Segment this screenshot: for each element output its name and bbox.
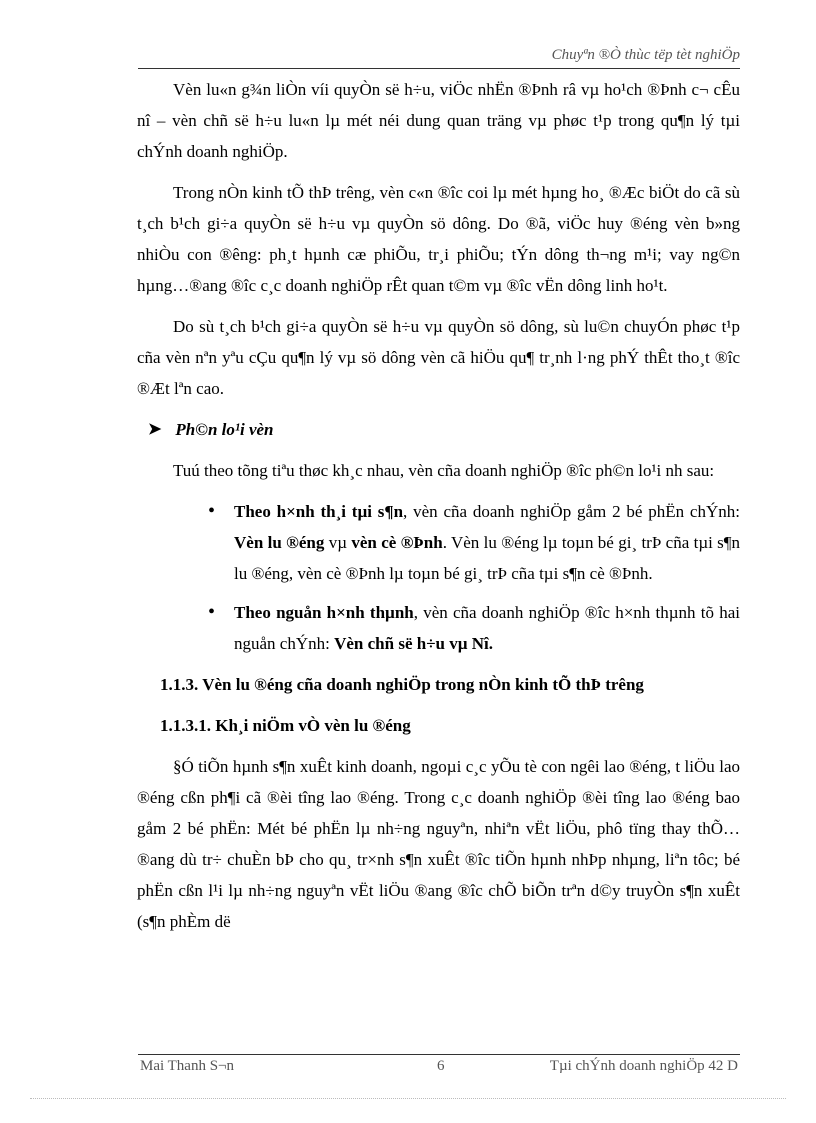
paragraph-market-economy: Trong nÒn kinh tÕ thÞ trêng, vèn c«n ®îc coi lµ mét hµng ho¸ ®Æc biÖt do cã sù t¸ch b¹ch gi÷a quyÒn së h÷u vµ quyÒn sö dông. Do ®ã, viÖc huy ®éng vèn b»ng nhiÒu con ®êng: ph¸t hµnh cæ phiÕu, tr¸i phiÕu; tÝn dông th¬ng m¹i; vay ng©n hµng…®ang ®îc c¸c doanh nghiÖp rÊt quan t©m vµ ®îc vËn dông linh ho¹t. (137, 183, 740, 295)
section-classification-title: Ph©n lo¹i vèn (175, 420, 274, 439)
bullet-text: , vèn cña doanh nghiÖp ®îc h×nh thµnh tõ hai nguån chÝnh: (234, 603, 740, 653)
list-item-by-asset-form (137, 496, 740, 589)
bullet-text: , vèn cña doanh nghiÖp gåm 2 bé phËn chÝnh: (403, 502, 740, 521)
bullet-term-equity-debt: Vèn chñ së h÷u vµ Nî. (334, 634, 494, 653)
page-body (137, 74, 740, 947)
footer-rule (138, 1054, 740, 1055)
section-classification-heading (148, 414, 740, 445)
classification-list (137, 496, 740, 659)
bullet-lead: Theo h×nh th¸i tµi s¶n (234, 502, 404, 521)
bullet-text: vµ (324, 533, 352, 552)
footer-author: Mai Thanh S¬n (140, 1058, 235, 1074)
paragraph-concept: §Ó tiÕn hµnh s¶n xuÊt kinh doanh, ngoµi c¸c yÕu tè con ngêi lao ®éng, t liÖu lao ®éng cßn ph¶i cã ®èi tîng lao ®éng. Trong c¸c doanh nghiÖp ®èi tîng lao ®éng bao gåm 2 bé phËn: Mét bé phËn lµ nh÷ng nguyªn, nhiªn vËt liÖu, phô tïng thay thÕ…®ang dù tr÷ chuÈn bÞ cho qu¸ tr×nh s¶n xuÊt ®îc tiÕn hµnh nhÞp nhµng, liªn tôc; bé phËn cßn l¹i lµ nh÷ng nguyªn vËt liÖu ®ang ®îc chÕ biÕn trªn d©y truyÒn s¶n xuÊt (s¶n phÈm dë (137, 757, 740, 931)
page-boundary-dots (30, 1098, 786, 1099)
list-item-by-source (137, 597, 740, 659)
arrow-bullet-icon: ➤ (148, 421, 162, 438)
bullet-term-working-capital: Vèn lu ®éng (234, 533, 325, 552)
footer-page-number: 6 (437, 1058, 445, 1074)
heading-1-1-3: 1.1.3. Vèn lu ®éng cña doanh nghiÖp trong nÒn kinh tÕ thÞ trêng (160, 675, 644, 694)
bullet-text: . Vèn lu ®éng lµ toµn bé gi¸ trÞ cña tµi s¶n lu ®éng, vèn cè ®Þnh lµ toµn bé gi¸ trÞ cña tµi s¶n cè ®Þnh. (234, 533, 741, 583)
bullet-lead: Theo nguån h×nh thµnh (234, 603, 414, 622)
heading-1-1-3-1: 1.1.3.1. Kh¸i niÖm vÒ vèn lu ®éng (160, 716, 411, 735)
bullet-term-fixed-capital: vèn cè ®Þnh (351, 533, 443, 552)
footer-class-label: Tµi chÝnh doanh nghiÖp 42 D (549, 1058, 738, 1074)
paragraph-ownership: Vèn lu«n g¾n liÒn víi quyÒn së h÷u, viÖc nhËn ®Þnh râ vµ ho¹ch ®Þnh c¬ cÊu nî – vèn chñ së h÷u lu«n lµ mét néi dung quan träng vµ phøc t¹p trong qu¶n lý tµi chÝnh doanh nghiÖp. (137, 80, 740, 161)
paragraph-management: Do sù t¸ch b¹ch gi÷a quyÒn së h÷u vµ quyÒn sö dông, sù lu©n chuyÓn phøc t¹p cña vèn nªn yªu cÇu qu¶n lý vµ sö dông vèn cã hiÖu qu¶ tr¸nh l·ng phÝ thÊt tho¸t ®îc ®Æt lªn cao. (137, 317, 740, 398)
header-rule (138, 68, 740, 69)
running-header: Chuyªn ®Ò thùc tëp tèt nghiÖp (551, 47, 740, 63)
paragraph-classification-intro: Tuú theo tõng tiªu thøc kh¸c nhau, vèn cña doanh nghiÖp ®îc ph©n lo¹i nh sau: (173, 461, 715, 480)
